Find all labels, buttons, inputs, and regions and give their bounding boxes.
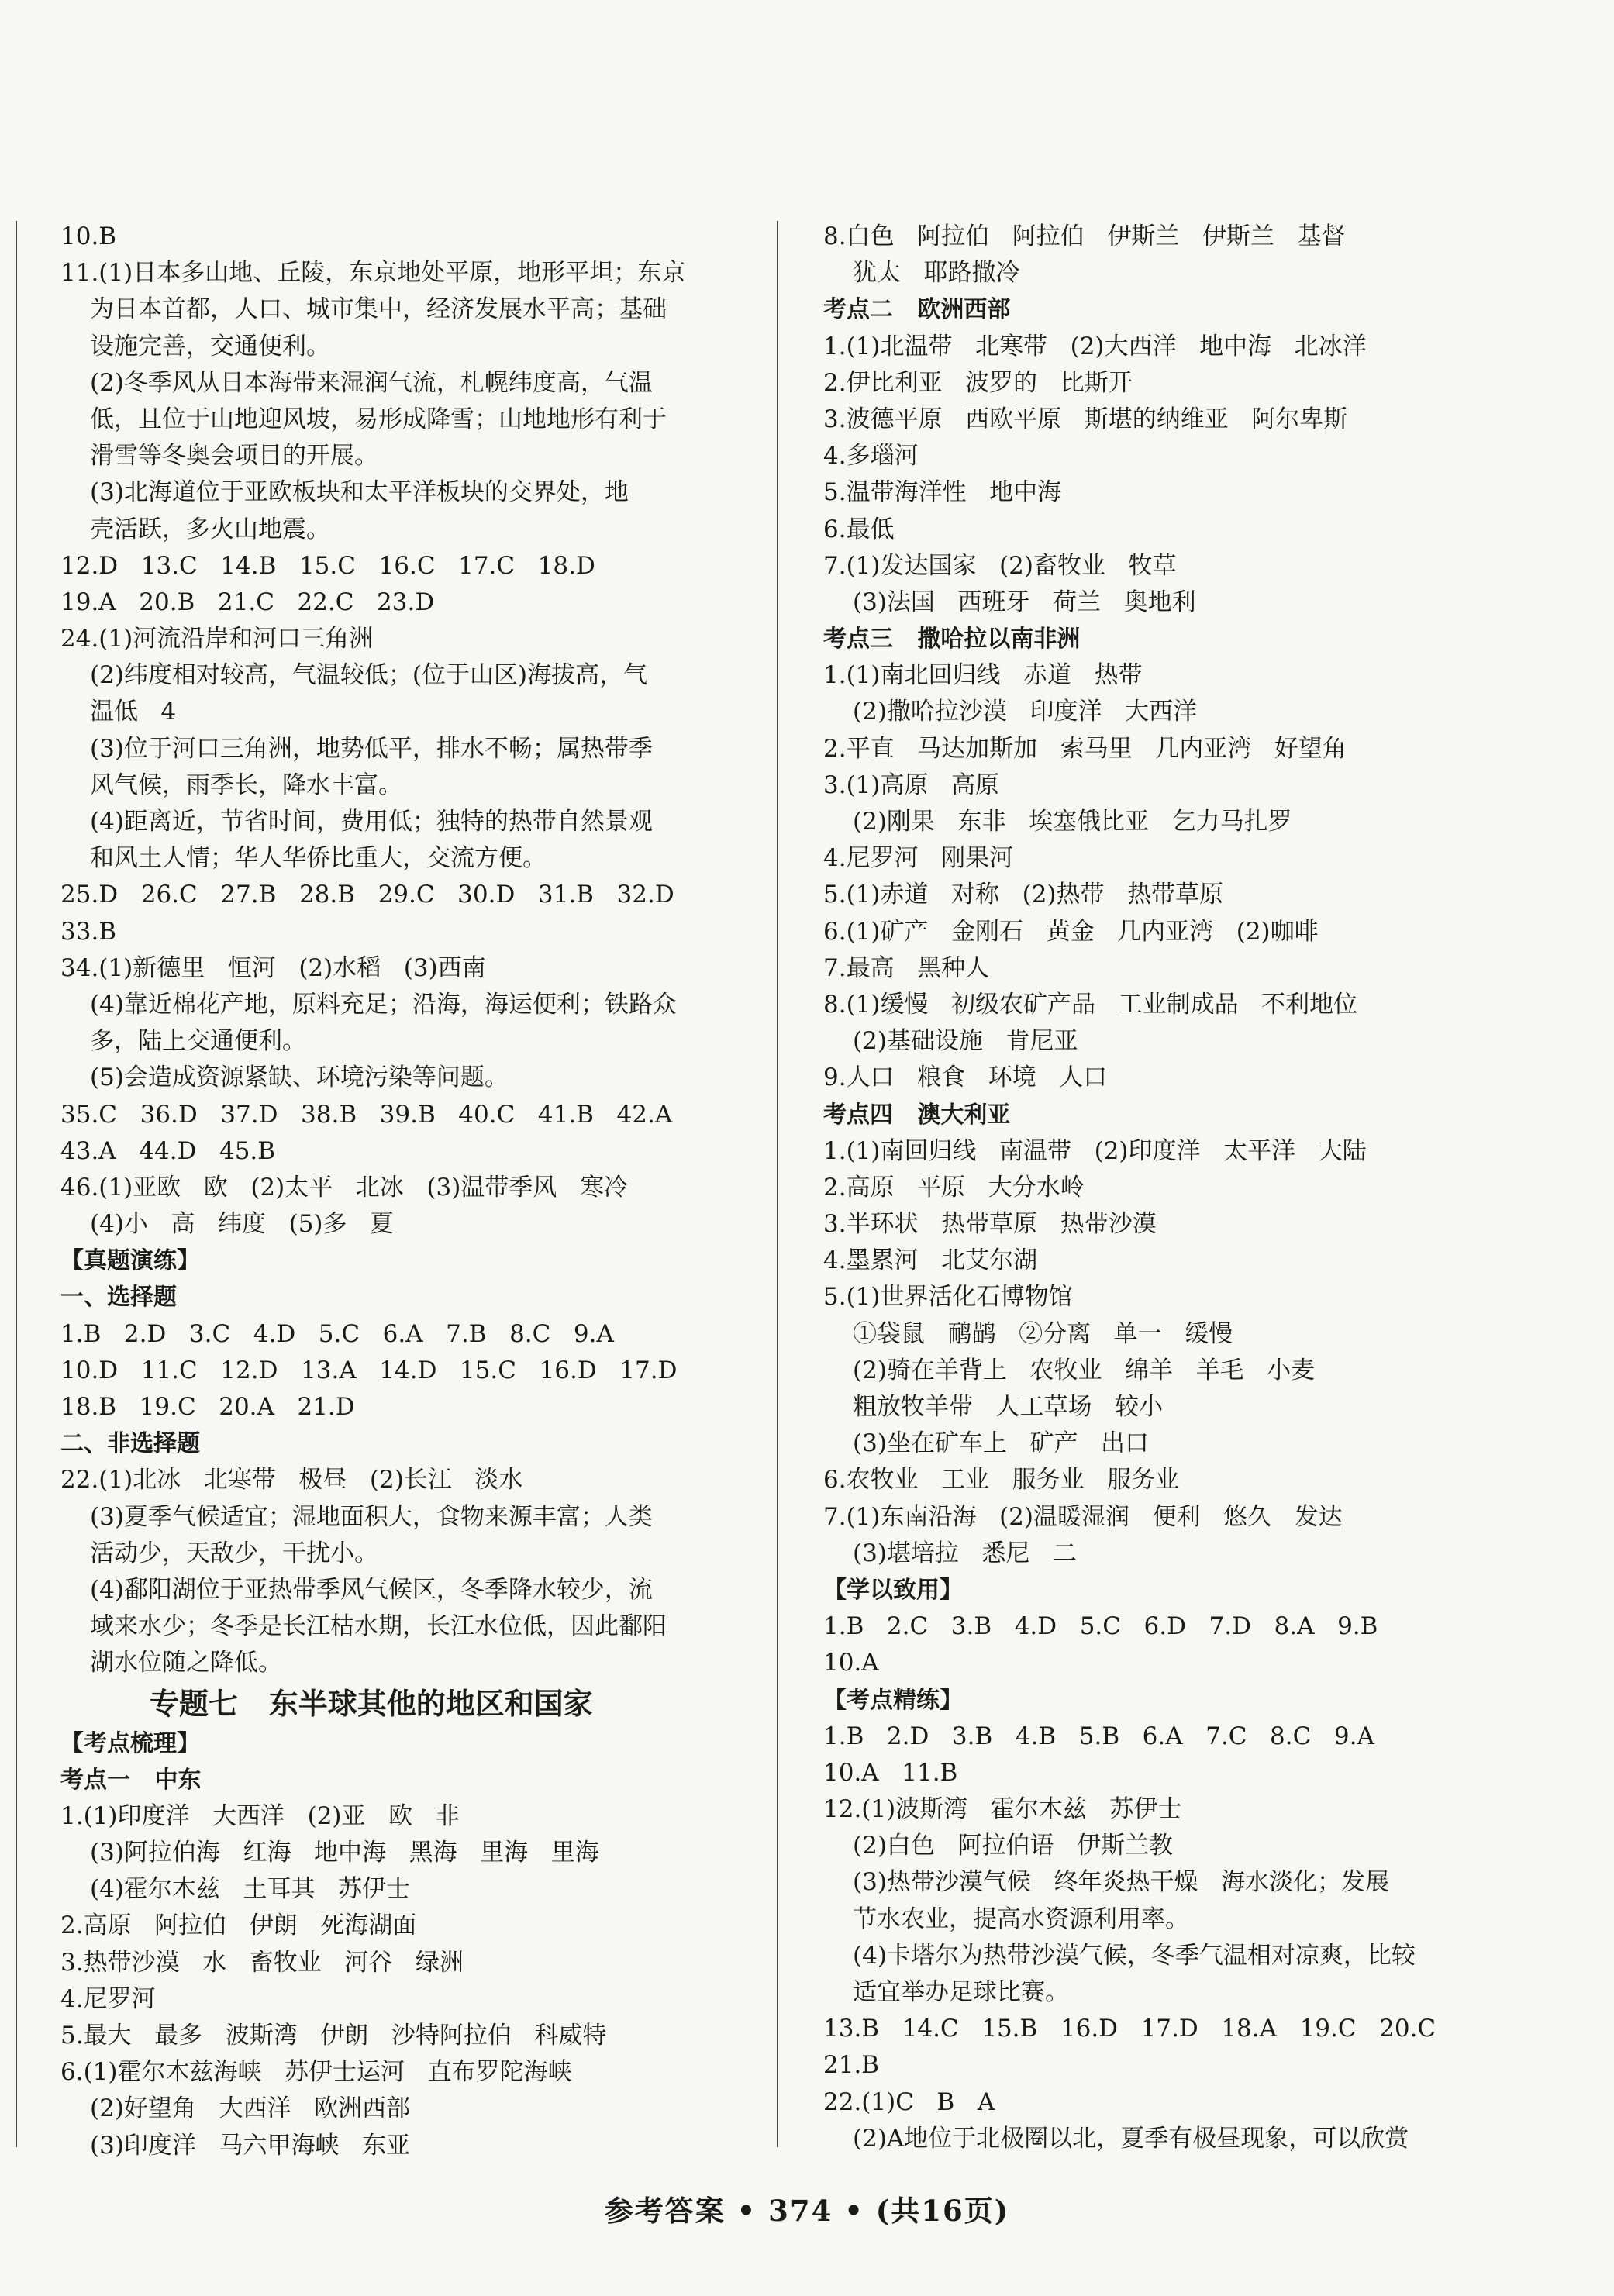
answer-line: 2.高原 平原 大分水岭 (823, 1173, 1085, 1201)
answer-line: 10.B (60, 222, 117, 250)
section-heading: 【考点梳理】 (60, 1729, 200, 1757)
answer-line: (2)白色 阿拉伯语 伊斯兰教 (853, 1832, 1174, 1860)
answer-line: 多，陆上交通便利。 (90, 1027, 306, 1056)
section-heading: 考点二 欧洲西部 (823, 296, 1011, 324)
answer-line: 2.伊比利亚 波罗的 比斯开 (823, 368, 1133, 397)
answer-line: 3.热带沙漠 水 畜牧业 河谷 绿洲 (60, 1948, 464, 1977)
answer-line: (2)基础设施 肯尼亚 (853, 1027, 1078, 1056)
answer-line: 7.最高 黑种人 (823, 953, 990, 982)
answer-line: 1.(1)南北回归线 赤道 热带 (823, 661, 1143, 690)
answer-line: 12.(1)波斯湾 霍尔木兹 苏伊士 (823, 1795, 1182, 1824)
answer-line: 9.人口 粮食 环境 人口 (823, 1064, 1108, 1092)
answer-line: (4)靠近棉花产地，原料充足；沿海，海运便利；铁路众 (90, 990, 677, 1019)
answer-line: 2.高原 阿拉伯 伊朗 死海湖面 (60, 1912, 417, 1940)
answer-line: 11.(1)日本多山地、丘陵，东京地处平原，地形平坦；东京 (60, 259, 686, 288)
answer-line: 温低 4 (90, 698, 177, 726)
answer-line: 6.(1)霍尔木兹海峡 苏伊士运河 直布罗陀海峡 (60, 2058, 572, 2087)
section-heading: 【真题演练】 (60, 1247, 200, 1275)
section-heading: 二、非选择题 (60, 1430, 200, 1458)
section-heading: 考点三 撒哈拉以南非洲 (823, 626, 1081, 653)
answer-line: 4.墨累河 北艾尔湖 (823, 1246, 1038, 1275)
answer-line: 壳活跃，多火山地震。 (90, 515, 330, 543)
answer-line: 10.A (823, 1649, 879, 1677)
answer-line: (3)夏季气候适宜；湿地面积大，食物来源丰富；人类 (90, 1502, 653, 1531)
section-heading: 【学以致用】 (823, 1576, 963, 1604)
right-column (823, 219, 1598, 2157)
answer-line: 10.A 11.B (823, 1758, 958, 1787)
answer-line: 46.(1)亚欧 欧 (2)太平 北冰 (3)温带季风 寒冷 (60, 1173, 628, 1201)
answer-line: (4)鄱阳湖位于亚热带季风气候区，冬季降水较少，流 (90, 1575, 653, 1604)
answer-line: 节水农业，提高水资源利用率。 (853, 1905, 1189, 1933)
answer-line: 湖水位随之降低。 (90, 1649, 282, 1677)
answer-line: 8.(1)缓慢 初级农矿产品 工业制成品 不利地位 (823, 990, 1358, 1019)
answer-line: (3)热带沙漠气候 终年炎热干燥 海水淡化；发展 (853, 1868, 1390, 1897)
answer-line: 1.(1)南回归线 南温带 (2)印度洋 太平洋 大陆 (823, 1136, 1367, 1165)
answer-line: 和风土人情；华人华侨比重大，交流方便。 (90, 844, 547, 873)
section-heading: 考点四 澳大利亚 (823, 1101, 1011, 1129)
answer-line: 21.B (823, 2051, 880, 2080)
answer-line: (4)距离近，节省时间，费用低；独特的热带自然景观 (90, 808, 653, 836)
answer-line: 12.D 13.C 14.B 15.C 16.C 17.C 18.D (60, 551, 595, 580)
answer-line: 1.(1)印度洋 大西洋 (2)亚 欧 非 (60, 1801, 460, 1830)
answer-line: (4)小 高 纬度 (5)多 夏 (90, 1210, 395, 1239)
answer-line: 3.波德平原 西欧平原 斯堪的纳维亚 阿尔卑斯 (823, 405, 1348, 433)
answer-line: 3.(1)高原 高原 (823, 771, 1000, 799)
answer-line: 风气候，雨季长，降水丰富。 (90, 771, 402, 799)
answer-line: 5.温带海洋性 地中海 (823, 478, 1062, 507)
answer-line: (3)坐在矿车上 矿产 出口 (853, 1429, 1150, 1458)
answer-line: (3)印度洋 马六甲海峡 东亚 (90, 2131, 411, 2160)
answer-line: (3)堪培拉 悉尼 二 (853, 1539, 1078, 1567)
answer-line: 1.B 2.D 3.C 4.D 5.C 6.A 7.B 8.C 9.A (60, 1319, 614, 1348)
section-heading: 一、选择题 (60, 1284, 177, 1312)
answer-line: 滑雪等冬奥会项目的开展。 (90, 442, 378, 471)
answer-line: 1.B 2.C 3.B 4.D 5.C 6.D 7.D 8.A 9.B (823, 1612, 1378, 1641)
answer-line: 43.A 44.D 45.B (60, 1136, 276, 1165)
answer-line: 4.多瑙河 (823, 442, 919, 471)
answer-line: 设施完善，交通便利。 (90, 332, 330, 360)
answer-line: 6.(1)矿产 金刚石 黄金 几内亚湾 (2)咖啡 (823, 917, 1319, 946)
answer-line: (2)纬度相对较高，气温较低；(位于山区)海拔高，气 (90, 661, 648, 690)
answer-line: 10.D 11.C 12.D 13.A 14.D 15.C 16.D 17.D (60, 1356, 678, 1384)
answer-line: (2)撒哈拉沙漠 印度洋 大西洋 (853, 698, 1198, 726)
answer-line: ①袋鼠 鸸鹋 ②分离 单一 缓慢 (853, 1319, 1233, 1348)
answer-line: (4)霍尔木兹 土耳其 苏伊士 (90, 1875, 411, 1904)
answer-line: (2)骑在羊背上 农牧业 绵羊 羊毛 小麦 (853, 1356, 1316, 1384)
answer-line: 3.半环状 热带草原 热带沙漠 (823, 1210, 1157, 1239)
answer-line: 犹太 耶路撒冷 (853, 259, 1020, 288)
answer-line: 18.B 19.C 20.A 21.D (60, 1393, 355, 1421)
answer-line: 22.(1)北冰 北寒带 极昼 (2)长江 淡水 (60, 1466, 523, 1494)
answer-line: 2.平直 马达加斯加 索马里 几内亚湾 好望角 (823, 734, 1347, 763)
answer-line: 6.农牧业 工业 服务业 服务业 (823, 1466, 1180, 1494)
answer-line: 粗放牧羊带 人工草场 较小 (853, 1393, 1164, 1421)
answer-line: (5)会造成资源紧缺、环境污染等问题。 (90, 1064, 509, 1092)
answer-line: 5.最大 最多 波斯湾 伊朗 沙特阿拉伯 科威特 (60, 2022, 607, 2050)
answer-line: 为日本首都，人口、城市集中，经济发展水平高；基础 (90, 295, 667, 324)
answer-line: (3)位于河口三角洲，地势低平，排水不畅；属热带季 (90, 734, 653, 763)
answer-line: 35.C 36.D 37.D 38.B 39.B 40.C 41.B 42.A (60, 1100, 673, 1129)
answer-line: (3)法国 西班牙 荷兰 奥地利 (853, 588, 1196, 616)
answer-line: 22.(1)C B A (823, 2087, 995, 2116)
answer-line: 适宜举办足球比赛。 (853, 1978, 1069, 2006)
answer-line: 25.D 26.C 27.B 28.B 29.C 30.D 31.B 32.D (60, 881, 674, 909)
answer-line: 1.(1)北温带 北寒带 (2)大西洋 地中海 北冰洋 (823, 332, 1367, 360)
section-heading: 考点一 中东 (60, 1766, 202, 1794)
section-heading: 【考点精练】 (823, 1686, 963, 1714)
answer-line: 4.尼罗河 (60, 1984, 156, 2013)
answer-line: 13.B 14.C 15.B 16.D 17.D 18.A 19.C 20.C (823, 2015, 1436, 2043)
answer-line: 7.(1)东南沿海 (2)温暖湿润 便利 悠久 发达 (823, 1502, 1343, 1531)
answer-line: 34.(1)新德里 恒河 (2)水稻 (3)西南 (60, 953, 486, 982)
answer-line: (3)北海道位于亚欧板块和太平洋板块的交界处，地 (90, 478, 629, 507)
answer-line: 5.(1)世界活化石博物馆 (823, 1283, 1073, 1312)
page-footer: 参考答案 • 374 • (共16页) (604, 2194, 1010, 2228)
answer-line: 1.B 2.D 3.B 4.B 5.B 6.A 7.C 8.C 9.A (823, 1722, 1374, 1750)
answer-line: 24.(1)河流沿岸和河口三角洲 (60, 625, 374, 653)
answer-line: 5.(1)赤道 对称 (2)热带 热带草原 (823, 881, 1224, 909)
answer-line: 6.最低 (823, 515, 895, 543)
answer-line: (2)好望角 大西洋 欧洲西部 (90, 2094, 411, 2123)
answer-line: 7.(1)发达国家 (2)畜牧业 牧草 (823, 551, 1177, 580)
answer-line: 低，且位于山地迎风坡，易形成降雪；山地地形有利于 (90, 405, 667, 433)
answer-line: (2)冬季风从日本海带来湿润气流，札幌纬度高，气温 (90, 368, 653, 397)
answer-line: (3)阿拉伯海 红海 地中海 黑海 里海 里海 (90, 1839, 599, 1867)
column-divider (777, 221, 778, 2147)
section-title: 专题七 东半球其他的地区和国家 (150, 1686, 593, 1721)
answer-line: (2)刚果 东非 埃塞俄比亚 乞力马扎罗 (853, 808, 1292, 836)
answer-line: 域来水少；冬季是长江枯水期，长江水位低，因此鄱阳 (90, 1612, 667, 1641)
answer-line: (2)A地位于北极圈以北，夏季有极昼现象，可以欣赏 (853, 2124, 1409, 2153)
answer-line: 4.尼罗河 刚果河 (823, 844, 1014, 873)
answer-line: (4)卡塔尔为热带沙漠气候，冬季气温相对凉爽，比较 (853, 1941, 1416, 1970)
left-column (60, 219, 758, 2164)
answer-line: 33.B (60, 917, 117, 946)
answer-line: 19.A 20.B 21.C 22.C 23.D (60, 588, 435, 616)
left-border-line (16, 221, 17, 2147)
answer-line: 活动少，天敌少，干扰小。 (90, 1539, 378, 1567)
answer-line: 8.白色 阿拉伯 阿拉伯 伊斯兰 伊斯兰 基督 (823, 222, 1346, 250)
